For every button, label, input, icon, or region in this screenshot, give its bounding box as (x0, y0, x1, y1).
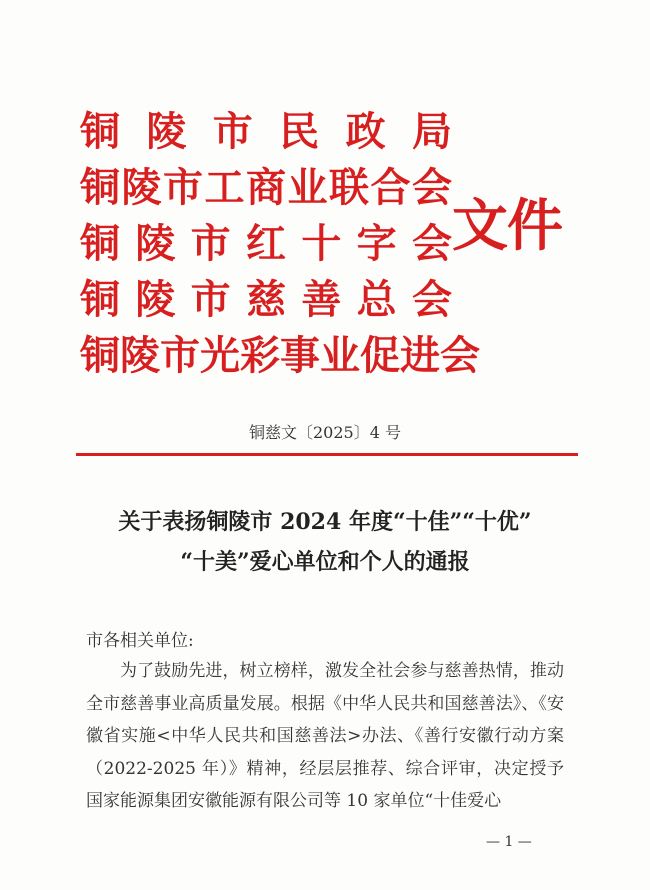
document-suffix: 文件 (452, 194, 562, 259)
document-number: 铜慈文〔2025〕4 号 (249, 423, 401, 442)
page-number: — 1 — (486, 834, 532, 850)
issuer-line: 铜 陵 市 慈 善 总 会 (80, 277, 452, 323)
notice-title (0, 502, 650, 582)
issuer-line: 铜 陵 市 工 商 业 联 合 会 (80, 165, 452, 211)
notice-title-line-2: “十美”爱心单位和个人的通报 (180, 549, 470, 575)
red-divider (76, 453, 578, 456)
issuer-line: 铜 陵 市 红 十 字 会 (80, 221, 452, 267)
body-paragraph: 为了鼓励先进，树立榜样，激发全社会参与慈善热情，推动全市慈善事业高质量发展。根据《中华人民共和国慈善法》、《安徽省实施<中华人民共和国慈善法>办法、《善行安徽行动方案（2022-2025 年）》精神，经层层推荐、综合评审，决定授予国家能源集团安徽能源有限公司等 10 家单位“十佳爱心 (86, 661, 564, 811)
salutation: 市各相关单位: (86, 631, 194, 651)
issuer-line: 铜 陵 市 民 政 局 (80, 109, 452, 155)
issuer-list (80, 104, 480, 384)
notice-title-line-1: 关于表扬铜陵市 2024 年度“十佳”“十优” (118, 509, 532, 535)
issuer-line: 铜 陵 市 光 彩 事 业 促 进 会 (80, 333, 480, 379)
body-text (86, 655, 564, 818)
